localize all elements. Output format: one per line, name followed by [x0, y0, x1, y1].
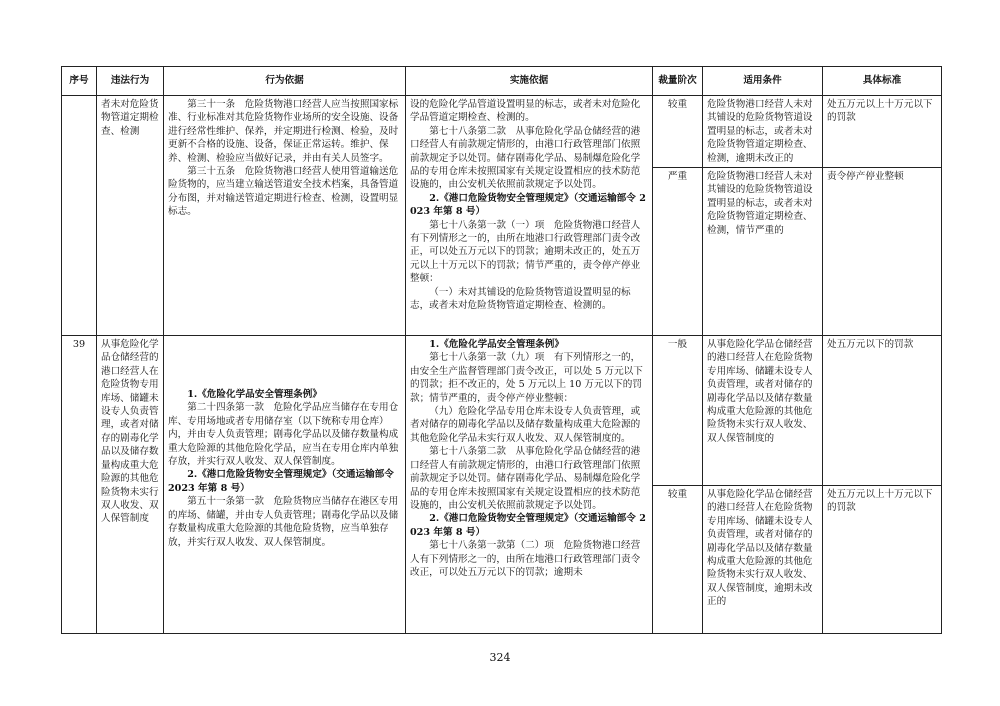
level-cell: 较重: [653, 96, 703, 168]
impl-continued-text: 设的危险化学品管道设置明显的标志，或者未对危险化学品管道定期检查、检测的。: [410, 99, 641, 124]
basis-law-title-1: 1.《危险化学品安全管理条例》: [187, 389, 322, 401]
page-number: 324: [489, 651, 511, 664]
standard-cell: 处五万元以上十万元以下的罚款: [823, 486, 942, 634]
impl-article-78-1-2: 第七十八条第一款第（二）项 危险货物港口经营人有下列情形之一的，由所在地港口行政管理部门责令改正，可以处五万元以下的罚款；逾期未: [410, 540, 641, 578]
basis-cell: [164, 96, 406, 336]
violation-cell: 从事危险化学品仓储经营的港口经营人在危险货物专用库场、储罐未设专人负责管理，或者对储存的剧毒化学品以及储存数量构成重大危险源的其他危险货物未实行双人收发、双人保管制度: [97, 336, 164, 634]
basis-article-31: 第三十一条 危险货物港口经营人应当按照国家标准、行业标准对其危险货物作业场所的安全设施、设备进行经常性维护、保养，并定期进行检测、检验，及时更新不合格的设施、设备，保证正常运转。维护、保养、检测、检验应当做好记录，并由有关人员签字。: [168, 99, 399, 164]
impl-law-title: 2.《港口危险货物安全管理规定》（交通运输部令 2023 年第 8 号）: [410, 192, 646, 218]
violation-cell: 者未对危险货物管道定期检查、检测: [97, 96, 164, 336]
header-condition: 适用条件: [703, 67, 823, 96]
header-implementation: 实施依据: [406, 67, 653, 96]
basis-cell: [164, 336, 406, 634]
impl-article-78-1-9: 第七十八条第一款（九）项 有下列情形之一的，由安全生产监督管理部门责令改正，可以处 5 万元以下的罚款；拒不改正的，处 5 万元以上 10 万元以下的罚款；情节严重的，责令停产停业整顿：: [410, 352, 643, 404]
condition-cell: 从事危险化学品仓储经营的港口经营人在危险货物专用库场、储罐未设专人负责管理，或者对储存的剧毒化学品以及储存数量构成重大危险源的其他危险货物未实行双人收发、双人保管制度，逾期未改正的: [703, 486, 823, 634]
impl-article-78-2: 第七十八条第二款 从事危险化学品仓储经营的港口经营人有前款规定情形的，由港口行政管理部门依照前款规定予以处罚。储存剧毒化学品、易制爆危险化学品的专用仓库未按照国家有关规定设置相应的技术防范设施的，由公安机关依照前款规定予以处罚。: [410, 446, 641, 511]
header-basis: 行为依据: [164, 67, 406, 96]
header-level: 裁量阶次: [653, 67, 703, 96]
condition-cell: 危险货物港口经营人未对其铺设的危险货物管道设置明显的标志，或者未对危险货物管道定期检查、检测，情节严重的: [703, 168, 823, 336]
implementation-cell: [406, 336, 653, 634]
impl-article-78-2: 第七十八条第二款 从事危险化学品仓储经营的港口经营人有前款规定情形的，由港口行政管理部门依照前款规定予以处罚。储存剧毒化学品、易制爆危险化学品的专用仓库未按照国家有关规定设置相应的技术防范设施的，由公安机关依照前款规定予以处罚。: [410, 125, 641, 191]
impl-law-title-1: 1.《危险化学品安全管理条例》: [429, 339, 564, 351]
header-violation: 违法行为: [97, 67, 164, 96]
level-cell: 较重: [653, 486, 703, 634]
header-row: [62, 67, 942, 96]
standard-cell: 处五万元以上十万元以下的罚款: [823, 96, 942, 168]
level-cell: 一般: [653, 336, 703, 486]
impl-item-9: （九）危险化学品专用仓库未设专人负责管理，或者对储存的剧毒化学品以及储存数量构成重大危险源的其他危险化学品未实行双人收发、双人保管制度的。: [410, 406, 641, 444]
header-seq: 序号: [62, 67, 97, 96]
seq-cell: 39: [62, 336, 97, 634]
basis-article-24: 第二十四条第一款 危险化学品应当储存在专用仓库、专用场地或者专用储存室（以下统称专用仓库）内，并由专人负责管理；剧毒化学品以及储存数量构成重大危险源的其他危险化学品，应当在专用仓库内单独存放，并实行双人收发、双人保管制度。: [168, 402, 399, 468]
impl-item-1: （一）未对其铺设的危险货物管道设置明显的标志，或者未对危险货物管道定期检查、检测的。: [410, 286, 631, 312]
basis-article-51: 第五十一条第一款 危险货物应当储存在港区专用的库场、储罐，并由专人负责管理；剧毒化学品以及储存数量构成重大危险源的其他危险货物，应当单独存放，并实行双人收发、双人保管制度。: [168, 496, 399, 548]
table-row: [62, 336, 942, 486]
level-cell: 严重: [653, 168, 703, 336]
seq-cell: [62, 96, 97, 336]
table-row: [62, 96, 942, 168]
impl-law-title-2: 2.《港口危险货物安全管理规定》（交通运输部令 2023 年第 8 号）: [410, 513, 646, 538]
penalty-table: [61, 66, 942, 634]
standard-cell: 责令停产停业整顿: [823, 168, 942, 336]
basis-law-title-2: 2.《港口危险货物安全管理规定》（交通运输部令 2023 年第 8 号）: [168, 469, 394, 494]
implementation-cell: [406, 96, 653, 336]
header-standard: 具体标准: [823, 67, 942, 96]
basis-article-35: 第三十五条 危险货物港口经营人使用管道输送危险货物的，应当建立输送管道安全技术档案，具备管道分布图，并对输送管道定期进行检查、检测，设置明显标志。: [168, 166, 399, 218]
standard-cell: 处五万元以下的罚款: [823, 336, 942, 486]
condition-cell: 从事危险化学品仓储经营的港口经营人在危险货物专用库场、储罐未设专人负责管理，或者对储存的剧毒化学品以及储存数量构成重大危险源的其他危险货物未实行双人收发、双人保管制度的: [703, 336, 823, 486]
condition-cell: 危险货物港口经营人未对其铺设的危险货物管道设置明显的标志，或者未对危险货物管道定期检查、检测，逾期未改正的: [703, 96, 823, 168]
impl-article-78-1-1: 第七十八条第一款（一）项 危险货物港口经营人有下列情形之一的，由所在地港口行政管理部门责令改正，可以处五万元以下的罚款；逾期未改正的，处五万元以上十万元以下的罚款；情节严重的，责令停产停业整顿：: [410, 219, 641, 285]
